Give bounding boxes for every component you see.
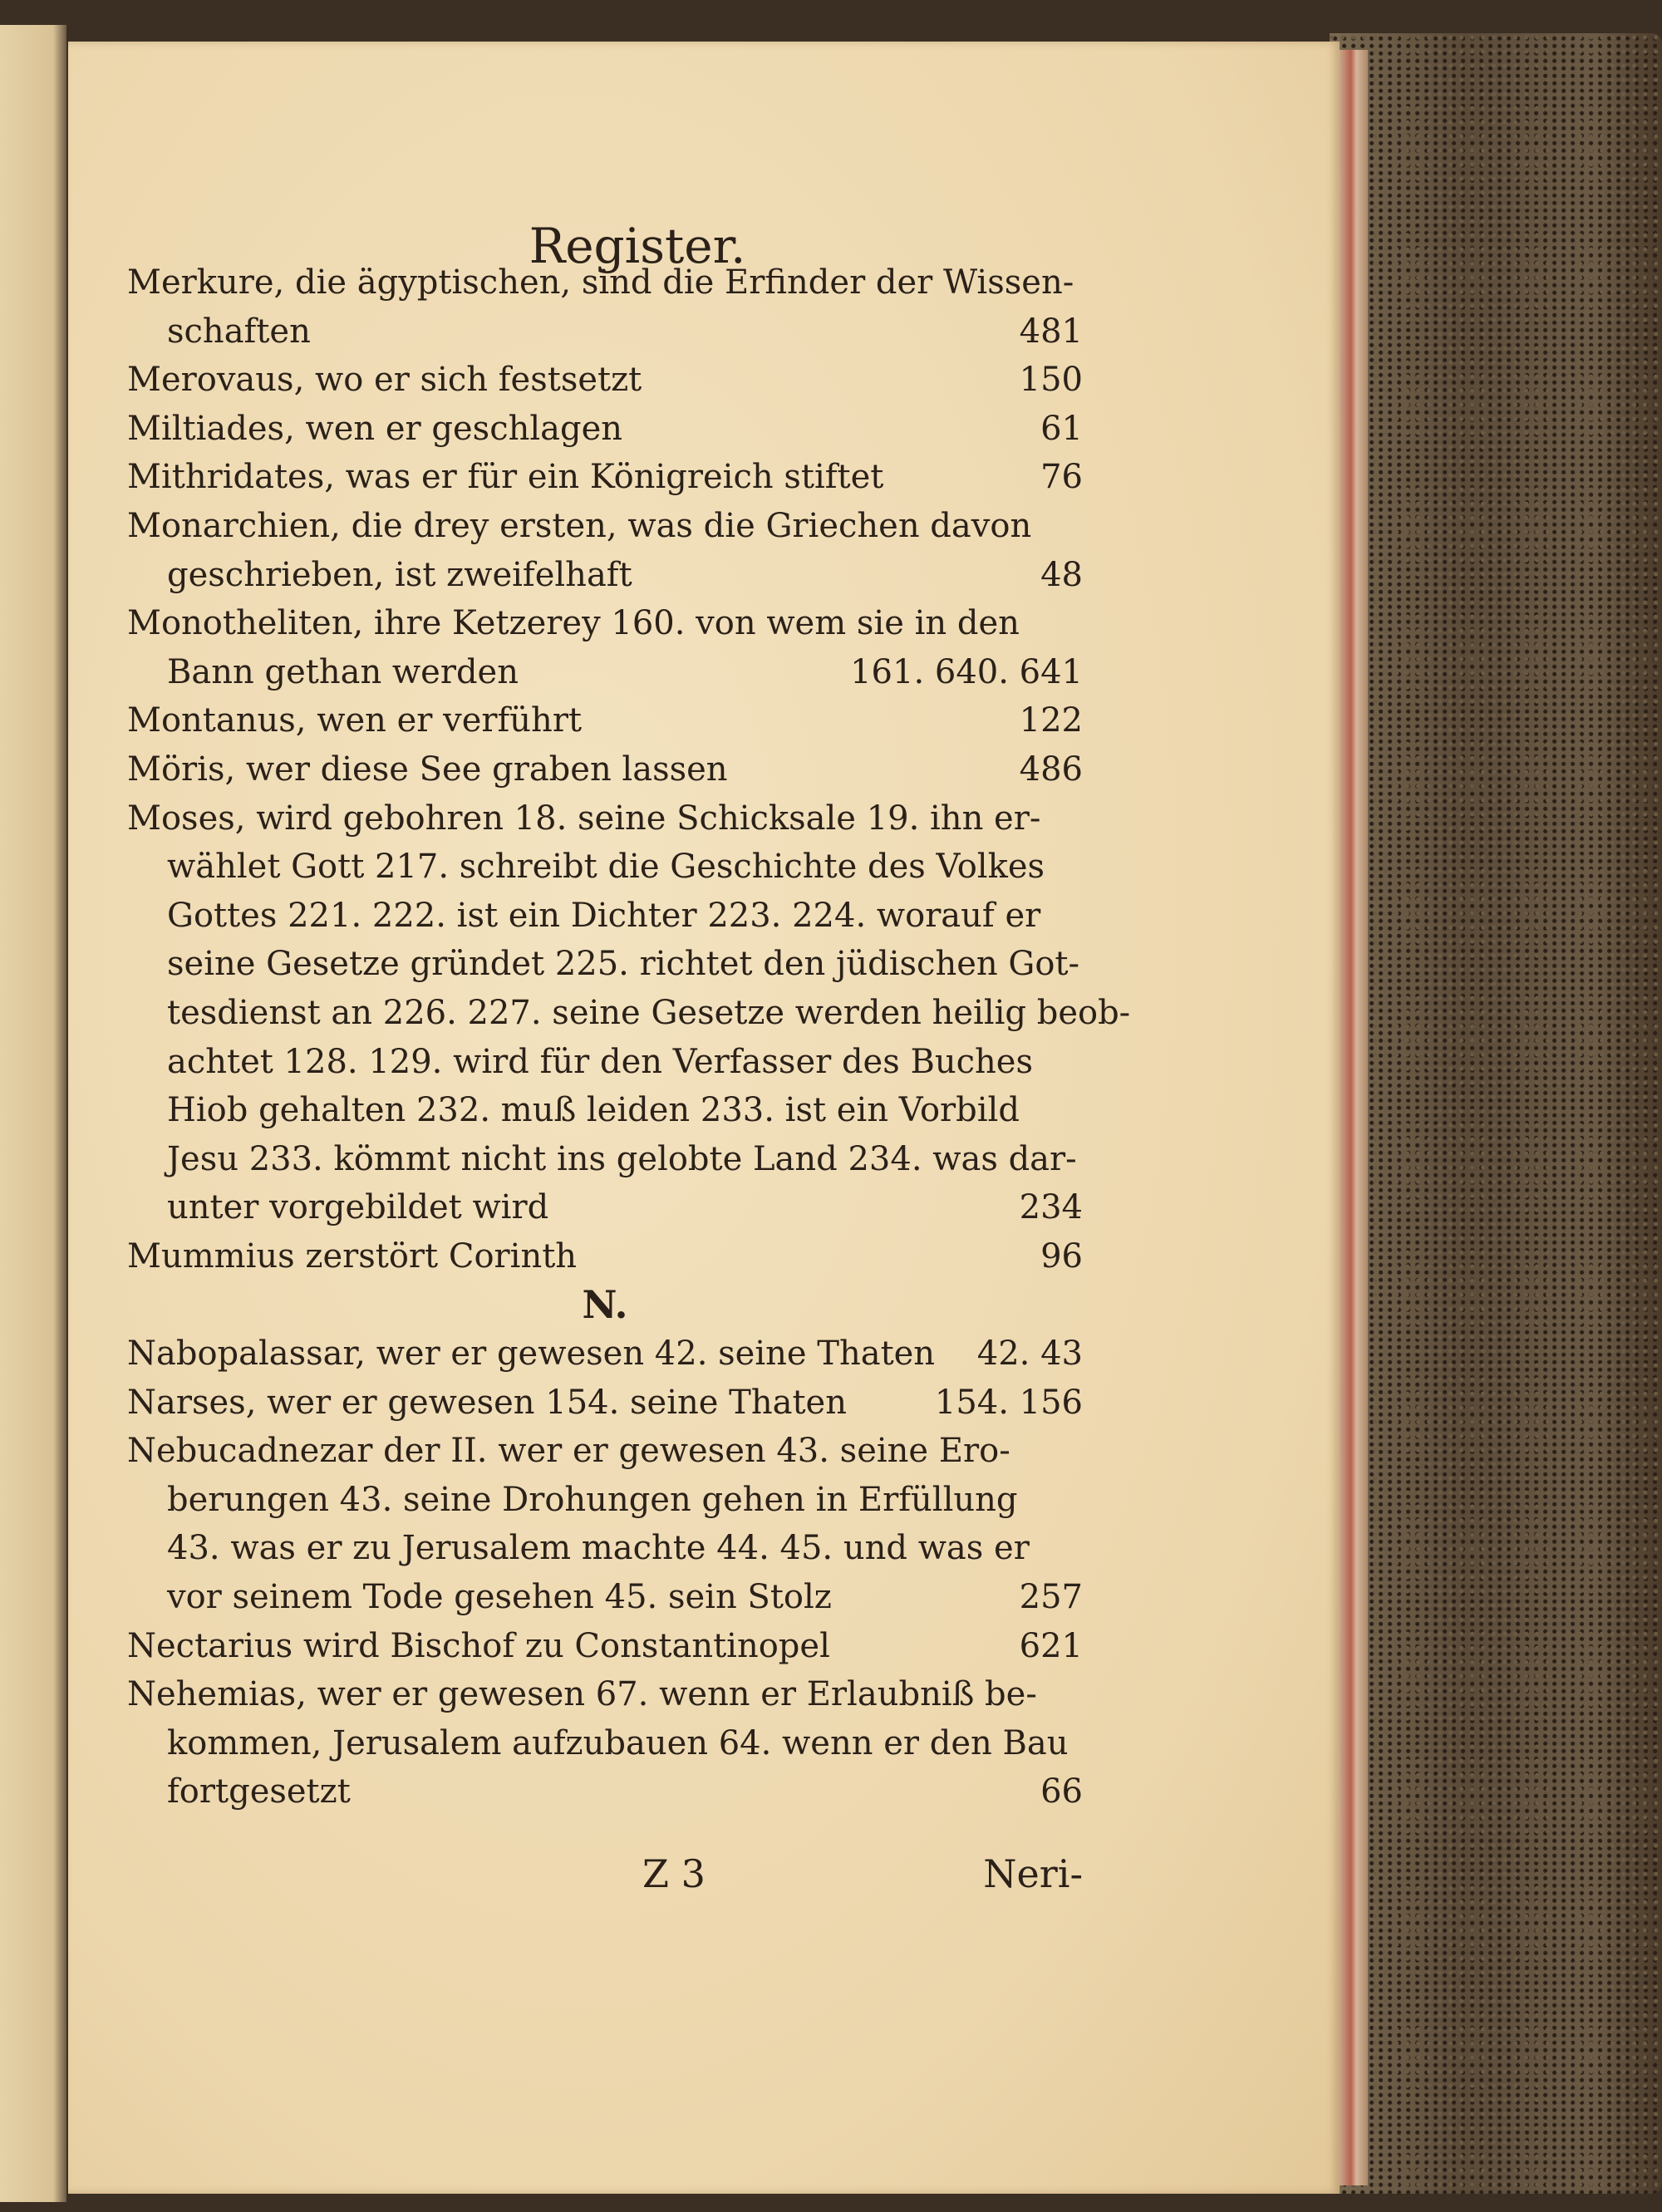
index-line bbox=[127, 1379, 1083, 1428]
page-reference: 486 bbox=[1019, 750, 1083, 789]
entry-text: N. bbox=[582, 1282, 628, 1328]
page-reference: 154. 156 bbox=[934, 1383, 1083, 1422]
entry-text: Montanus, wen er verführt bbox=[127, 701, 583, 740]
index-line bbox=[127, 307, 1083, 356]
entry-text: unter vorgebildet wird bbox=[167, 1188, 549, 1227]
entry-text: berungen 43. seine Drohungen gehen in Erfüllung bbox=[167, 1480, 1018, 1519]
index-line bbox=[127, 1670, 1083, 1719]
page-reference: 66 bbox=[1040, 1772, 1083, 1811]
entry-text: Mithridates, was er für ein Königreich stiftet bbox=[127, 458, 884, 497]
page-reference: 96 bbox=[1040, 1236, 1083, 1276]
index-line bbox=[127, 1476, 1083, 1525]
entry-text: Jesu 233. kömmt nicht ins gelobte Land 234. was dar- bbox=[167, 1139, 1077, 1178]
entry-text: achtet 128. 129. wird für den Verfasser des Buches bbox=[167, 1042, 1033, 1081]
index-line bbox=[127, 1086, 1083, 1135]
page-reference: 76 bbox=[1040, 458, 1083, 497]
index-line bbox=[127, 745, 1083, 794]
entry-text: Mummius zerstört Corinth bbox=[127, 1236, 578, 1276]
page-footer bbox=[127, 1851, 1083, 1896]
entry-text: fortgesetzt bbox=[167, 1772, 351, 1811]
page-reference: 61 bbox=[1040, 409, 1083, 448]
index-line bbox=[127, 405, 1083, 454]
entry-text: Nabopalassar, wer er gewesen 42. seine Thaten bbox=[127, 1335, 936, 1374]
index-line bbox=[127, 1622, 1083, 1671]
index-line bbox=[127, 989, 1131, 1038]
index-line bbox=[127, 1232, 1083, 1281]
page-reference: 48 bbox=[1040, 555, 1083, 594]
index-line bbox=[127, 1524, 1083, 1573]
index-line bbox=[127, 502, 1083, 551]
index-line bbox=[127, 1135, 1083, 1184]
entry-text: vor seinem Tode gesehen 45. sein Stolz bbox=[167, 1578, 832, 1617]
page-edges bbox=[1340, 50, 1368, 2185]
catchword: Neri- bbox=[983, 1851, 1083, 1896]
index-line bbox=[127, 1330, 1083, 1379]
index-line bbox=[127, 1427, 1083, 1476]
entry-text: wählet Gott 217. schreibt die Geschichte des Volkes bbox=[167, 848, 1045, 887]
index-entries bbox=[127, 258, 1131, 1816]
index-line bbox=[127, 453, 1083, 502]
entry-text: Merovaus, wo er sich festsetzt bbox=[127, 361, 642, 400]
index-line bbox=[127, 843, 1083, 892]
entry-text: Nehemias, wer er gewesen 67. wenn er Erlaubniß be- bbox=[127, 1675, 1037, 1714]
index-line bbox=[127, 696, 1083, 745]
entry-text: kommen, Jerusalem aufzubauen 64. wenn er den Bau bbox=[167, 1723, 1069, 1762]
entry-text: Merkure, die ägyptischen, sind die Erfinder der Wissen- bbox=[127, 263, 1074, 302]
entry-text: geschrieben, ist zweifelhaft bbox=[167, 555, 632, 594]
section-letter bbox=[127, 1281, 1083, 1330]
book-cover bbox=[1330, 33, 1662, 2194]
page-reference: 621 bbox=[1019, 1626, 1083, 1665]
page-reference: 481 bbox=[1019, 312, 1083, 351]
index-line bbox=[127, 599, 1083, 648]
page-reference: 122 bbox=[1019, 701, 1083, 740]
index-line bbox=[127, 940, 1083, 989]
entry-text: Gottes 221. 222. ist ein Dichter 223. 224. worauf er bbox=[167, 896, 1041, 935]
entry-text: Bann gethan werden bbox=[167, 652, 519, 691]
entry-text: Miltiades, wen er geschlagen bbox=[127, 409, 623, 448]
index-line bbox=[127, 1719, 1083, 1768]
entry-text: Narses, wer er gewesen 154. seine Thaten bbox=[127, 1383, 847, 1422]
entry-text: 43. was er zu Jerusalem machte 44. 45. und was er bbox=[167, 1529, 1030, 1568]
page-reference: 257 bbox=[1019, 1578, 1083, 1617]
index-line bbox=[127, 794, 1083, 843]
index-line bbox=[127, 1573, 1083, 1622]
entry-text: schaften bbox=[167, 312, 311, 351]
index-line bbox=[127, 1183, 1083, 1232]
index-line bbox=[127, 551, 1083, 600]
entry-text: Nectarius wird Bischof zu Constantinopel bbox=[127, 1626, 830, 1665]
entry-text: Monotheliten, ihre Ketzerey 160. von wem sie in den bbox=[127, 604, 1020, 643]
entry-text: tesdienst an 226. 227. seine Gesetze werden heilig beob- bbox=[167, 993, 1131, 1032]
page-reference: 161. 640. 641 bbox=[850, 652, 1083, 691]
index-line bbox=[127, 1038, 1083, 1087]
facing-page-edge bbox=[0, 25, 66, 2202]
index-line bbox=[127, 356, 1083, 405]
index-line bbox=[127, 892, 1083, 941]
entry-text: seine Gesetze gründet 225. richtet den jüdischen Got- bbox=[167, 945, 1079, 984]
entry-text: Möris, wer diese See graben lassen bbox=[127, 750, 728, 789]
entry-text: Moses, wird gebohren 18. seine Schicksale 19. ihn er- bbox=[127, 799, 1041, 838]
page-reference: 42. 43 bbox=[976, 1335, 1083, 1374]
page-reference: 150 bbox=[1019, 361, 1083, 400]
entry-text: Hiob gehalten 232. muß leiden 233. ist ein Vorbild bbox=[167, 1091, 1020, 1130]
entry-text: Nebucadnezar der II. wer er gewesen 43. seine Ero- bbox=[127, 1432, 1010, 1471]
signature-mark: Z 3 bbox=[642, 1851, 706, 1896]
index-line bbox=[127, 1767, 1083, 1816]
entry-text: Monarchien, die drey ersten, was die Griechen davon bbox=[127, 506, 1032, 545]
page-title: Register. bbox=[529, 218, 746, 274]
index-line bbox=[127, 258, 1083, 307]
index-line bbox=[127, 648, 1083, 697]
page-reference: 234 bbox=[1019, 1188, 1083, 1227]
